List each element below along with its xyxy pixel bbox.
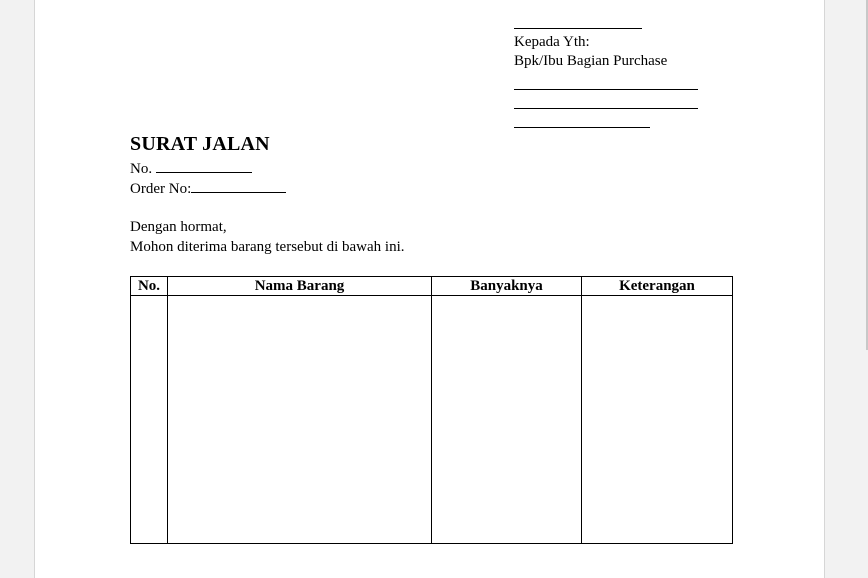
recipient-blank-line-3 — [514, 127, 650, 128]
order-number — [130, 178, 286, 199]
table-cell-item-name[interactable] — [168, 296, 432, 544]
recipient-blank-line-top — [514, 28, 642, 29]
document-number-label: No. — [130, 161, 153, 177]
items-table — [130, 276, 733, 544]
recipient-greeting: Kepada Yth: — [514, 34, 590, 50]
column-header-number: No. — [131, 277, 168, 296]
column-header-remarks: Keterangan — [582, 277, 733, 296]
column-header-item-name: Nama Barang — [168, 277, 432, 296]
document-title: SURAT JALAN — [130, 133, 270, 155]
table-header-row — [131, 277, 733, 296]
salutation-text: Dengan hormat, — [130, 219, 227, 235]
order-number-label: Order No: — [130, 181, 192, 197]
document-number — [130, 158, 252, 179]
request-text: Mohon diterima barang tersebut di bawah ini. — [130, 239, 405, 255]
table-cell-number[interactable] — [131, 296, 168, 544]
recipient-department: Bpk/Ibu Bagian Purchase — [514, 53, 668, 69]
order-number-blank — [191, 178, 286, 193]
table-row — [131, 296, 733, 544]
column-header-quantity: Banyaknya — [432, 277, 582, 296]
document-number-blank — [156, 158, 252, 173]
recipient-blank-line-1 — [514, 89, 698, 90]
table-cell-remarks[interactable] — [582, 296, 733, 544]
table-cell-quantity[interactable] — [432, 296, 582, 544]
document-page — [34, 0, 825, 578]
recipient-blank-line-2 — [514, 108, 698, 109]
